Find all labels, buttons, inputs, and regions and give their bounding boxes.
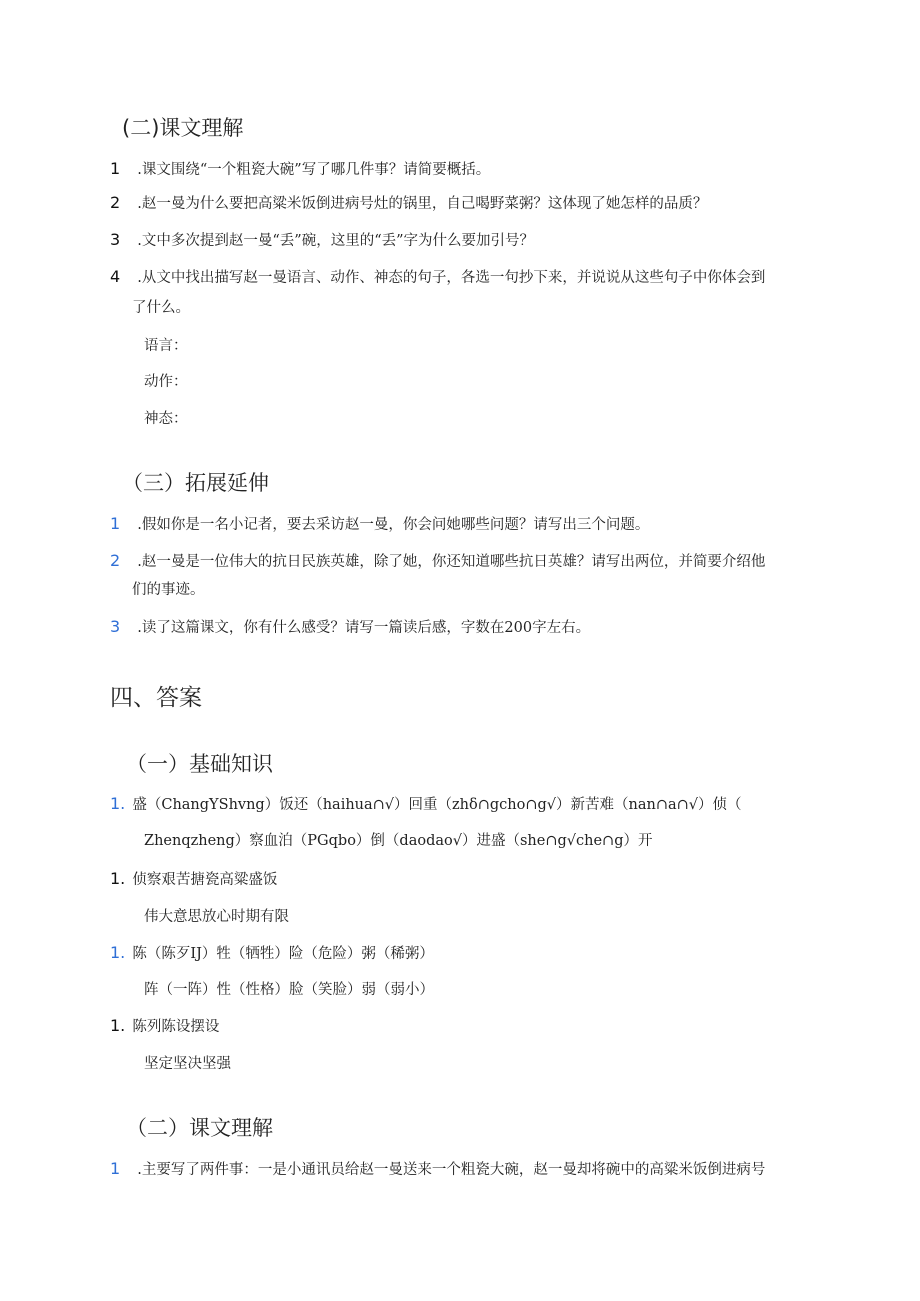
question-number: 1	[110, 514, 121, 533]
answer-text: 陈列陈设摆设	[132, 1019, 220, 1035]
question-2	[110, 192, 707, 213]
answer-number: 1.	[110, 943, 126, 962]
answer-text-understanding-1	[110, 1158, 765, 1179]
question-text: .文中多次提到赵一曼“丢”碗，这里的“丢”字为什么要加引号？	[137, 233, 535, 249]
extension-question-1	[110, 513, 649, 534]
answer-number: 1.	[110, 1016, 126, 1035]
section-title-text-understanding: (二)课文理解	[122, 116, 244, 140]
sub-label-expression: 神态：	[144, 411, 188, 427]
question-text: .课文围绕“一个粗瓷大碗”写了哪几件事？请简要概括。	[137, 162, 491, 178]
answer-text: .主要写了两件事：一是小通讯员给赵一曼送来一个粗瓷大碗，赵一曼却将碗中的高粱米饭倒进病号	[137, 1162, 766, 1178]
answer-2-continuation: 伟大意思放心时期有限	[144, 909, 289, 925]
question-number: 3	[110, 230, 121, 249]
question-number: 2	[110, 551, 121, 570]
answer-number: 1	[110, 1159, 121, 1178]
answer-number: 1.	[110, 869, 126, 888]
answer-4	[110, 1015, 219, 1036]
question-text: .假如你是一名小记者，要去采访赵一曼，你会问她哪些问题？请写出三个问题。	[137, 517, 650, 533]
answer-text: 陈（陈歹IJ）牲（牺牲）险（危险）粥（稀粥）	[132, 946, 434, 962]
question-number: 1	[110, 159, 121, 178]
extension-question-2	[110, 550, 765, 571]
question-text: .读了这篇课文，你有什么感受？请写一篇读后感，字数在200字左右。	[137, 620, 591, 636]
section-title-basic-knowledge: （一）基础知识	[126, 752, 273, 776]
answer-4-continuation: 坚定坚决坚强	[144, 1056, 231, 1072]
question-3	[110, 229, 534, 250]
question-number: 4	[110, 267, 121, 286]
sub-label-action: 动作：	[144, 374, 188, 390]
answer-2	[110, 868, 277, 889]
extension-question-2-continuation: 们的事迹。	[132, 582, 205, 598]
section-title-answers-text-understanding: （二）课文理解	[126, 1116, 273, 1140]
section-title-answers: 四、答案	[110, 685, 202, 711]
answer-1	[110, 793, 742, 814]
answer-number: 1.	[110, 794, 126, 813]
question-1	[110, 158, 490, 179]
question-text: .赵一曼为什么要把高粱米饭倒进病号灶的锅里，自己喝野菜粥？这体现了她怎样的品质？	[137, 196, 708, 212]
answer-3	[110, 942, 434, 963]
answer-text: 盛（ChangYShvng）饭还（haihua∩√）回重（zhδ∩gcho∩g√）新苦难（nan∩a∩√）侦（	[132, 797, 742, 813]
question-text: .从文中找出描写赵一曼语言、动作、神态的句子，各选一句抄下来，并说说从这些句子中你体会到	[137, 270, 766, 286]
answer-3-continuation: 阵（一阵）性（性格）脸（笑脸）弱（弱小）	[144, 982, 434, 998]
sub-label-language: 语言：	[144, 338, 188, 354]
answer-text: 侦察艰苦搪瓷高粱盛饭	[132, 872, 278, 888]
question-text: .赵一曼是一位伟大的抗日民族英雄，除了她，你还知道哪些抗日英雄？请写出两位，并简要介绍他	[137, 554, 766, 570]
answer-1-continuation: Zhenqzheng）察血泊（PGqbo）倒（daodao√）进盛（she∩g√che∩g）开	[144, 833, 653, 849]
question-4-continuation: 了什么。	[132, 300, 190, 316]
section-title-extension: （三）拓展延伸	[122, 471, 269, 495]
question-number: 2	[110, 193, 121, 212]
question-number: 3	[110, 617, 121, 636]
question-4	[110, 266, 765, 287]
extension-question-3	[110, 616, 590, 637]
